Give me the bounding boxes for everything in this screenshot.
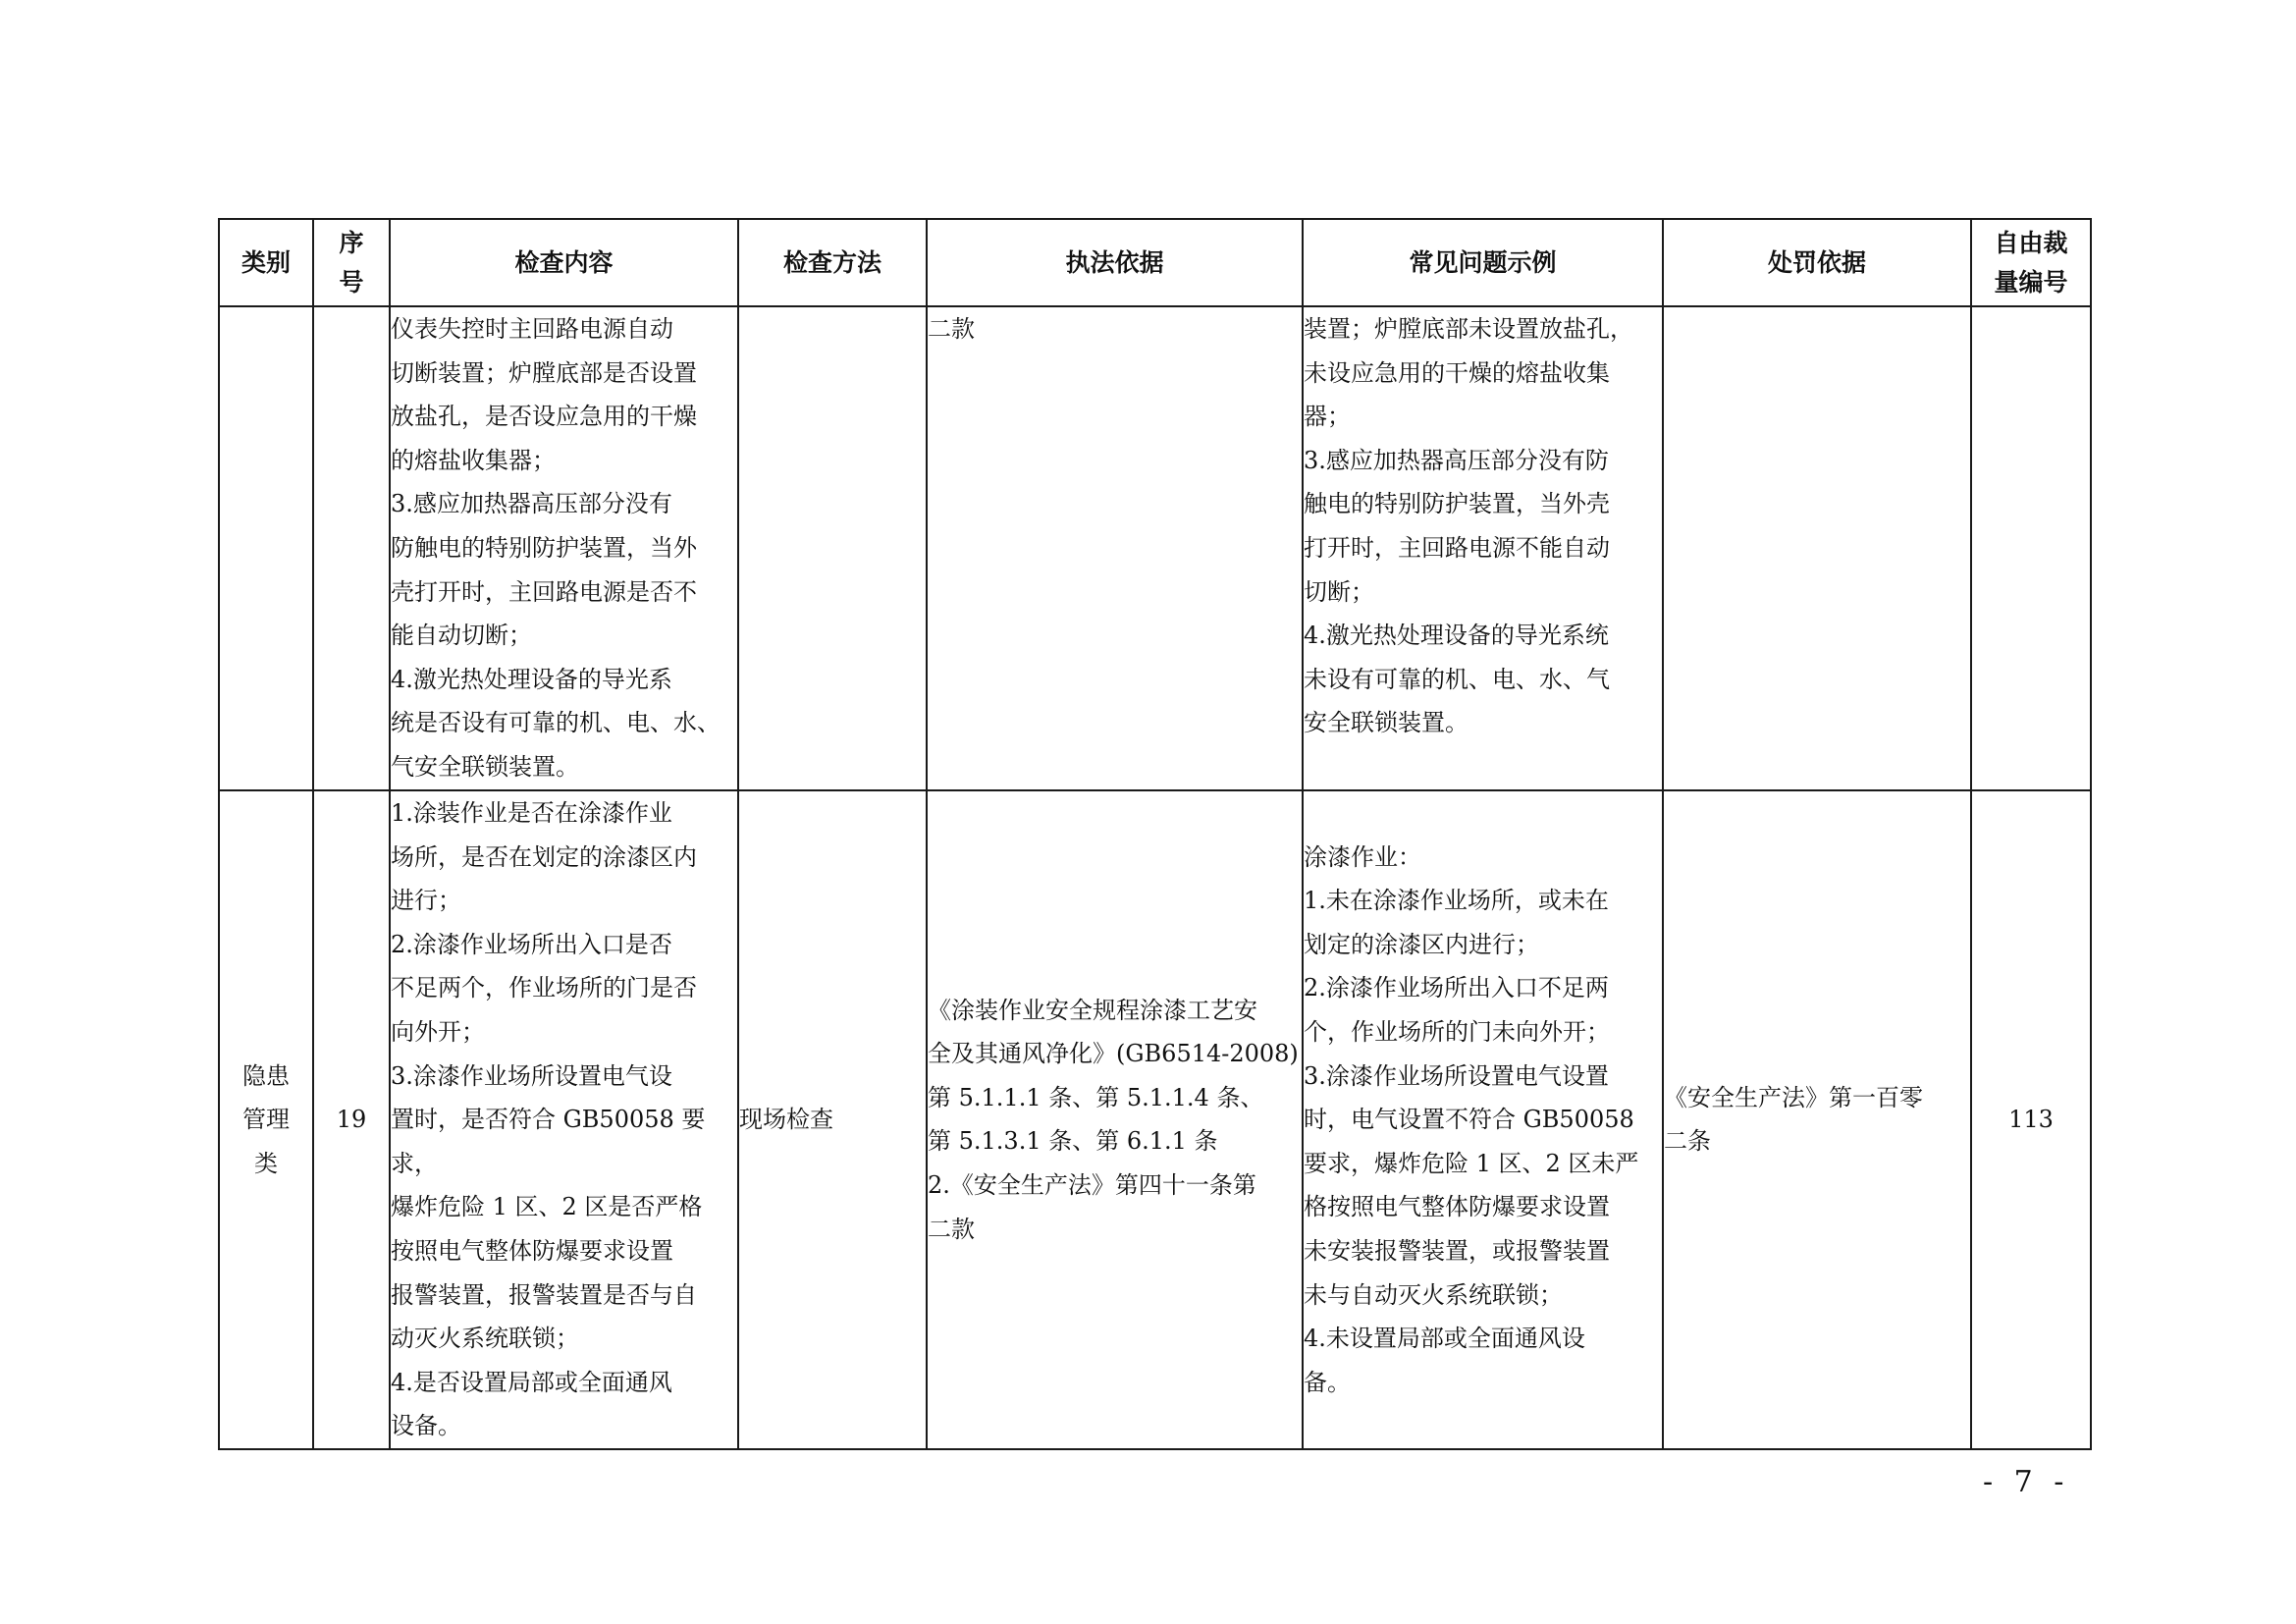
content-line: 防触电的特别防护装置，当外 [391,533,697,562]
example-line: 备。 [1304,1368,1351,1396]
header-penalty: 处罚依据 [1663,219,1971,306]
example-line: 格按照电气整体防爆要求设置 [1304,1193,1610,1221]
example-line: 未设应急用的干燥的熔盐收集 [1304,358,1610,387]
header-code [1971,219,2091,306]
table-row [219,790,2091,1449]
example-line: 2.涂漆作业场所出入口不足两 [1304,974,1609,1002]
header-category: 类别 [219,219,313,306]
example-line: 个，作业场所的门未向外开； [1304,1017,1610,1046]
content-line: 放盐孔，是否设应急用的干燥 [391,403,697,431]
basis-line: 二款 [928,315,975,343]
table-row [219,306,2091,790]
header-code-line: 自由裁 [1994,228,2068,257]
row1-examples [1303,306,1663,790]
content-line: 设备。 [391,1412,461,1440]
row2-basis [927,790,1303,1449]
example-line: 器； [1304,403,1351,431]
header-seq-line: 序 [339,228,364,257]
basis-line: 全及其通风净化》(GB6514-2008) [928,1040,1299,1068]
header-examples: 常见问题示例 [1303,219,1663,306]
example-line: 触电的特别防护装置，当外壳 [1304,490,1610,518]
example-line: 3.感应加热器高压部分没有防 [1304,446,1609,474]
header-basis: 执法依据 [927,219,1303,306]
example-line: 切断； [1304,577,1374,606]
row1-method [738,306,927,790]
content-line: 切断装置；炉膛底部是否设置 [391,358,697,387]
content-line: 动灭火系统联锁； [391,1325,579,1353]
content-line: 不足两个，作业场所的门是否 [391,974,697,1002]
row2-examples [1303,790,1663,1449]
basis-line: 第 5.1.3.1 条、第 6.1.1 条 [928,1127,1218,1156]
example-line: 未安装报警装置，或报警装置 [1304,1236,1610,1265]
header-code-line: 量编号 [1994,267,2068,297]
basis-line: 《涂装作业安全规程涂漆工艺安 [928,996,1257,1024]
row1-category [219,306,313,790]
row2-content [390,790,738,1449]
example-line: 要求，爆炸危险 1 区、2 区未严 [1304,1149,1639,1177]
row1-penalty [1663,306,1971,790]
content-line: 气安全联锁装置。 [391,752,579,781]
basis-line: 第 5.1.1.1 条、第 5.1.1.4 条、 [928,1083,1264,1111]
example-line: 4.激光热处理设备的导光系统 [1304,622,1609,650]
penalty-line: 二条 [1664,1127,1711,1156]
header-seq [313,219,390,306]
page-number: - 7 - [1983,1465,2070,1499]
content-line: 仪表失控时主回路电源自动 [391,315,673,343]
example-line: 未与自动灭火系统联锁； [1304,1280,1563,1309]
content-line: 能自动切断； [391,622,532,650]
example-line: 未设有可靠的机、电、水、气 [1304,665,1610,693]
example-line: 涂漆作业： [1304,842,1421,871]
category-line: 管理 [242,1106,290,1134]
example-line: 1.未在涂漆作业场所，或未在 [1304,887,1609,915]
penalty-line: 《安全生产法》第一百零 [1664,1083,1923,1111]
content-line: 2.涂漆作业场所出入口是否 [391,930,672,958]
content-line: 置时，是否符合 GB50058 要求， [391,1106,706,1177]
row2-category [219,790,313,1449]
basis-line: 二款 [928,1215,975,1243]
header-content: 检查内容 [390,219,738,306]
content-line: 爆炸危险 1 区、2 区是否严格 [391,1193,703,1221]
content-line: 4.是否设置局部或全面通风 [391,1368,672,1396]
example-line: 划定的涂漆区内进行； [1304,930,1539,958]
row1-seq [313,306,390,790]
content-line: 3.涂漆作业场所设置电气设 [391,1061,672,1090]
table-header-row [219,219,2091,306]
content-line: 进行； [391,887,461,915]
header-seq-line: 号 [339,267,364,297]
content-line: 壳打开时，主回路电源是否不 [391,577,697,606]
example-line: 安全联锁装置。 [1304,709,1468,737]
row2-method: 现场检查 [738,790,927,1449]
inspection-table [218,218,2092,1450]
content-line: 3.感应加热器高压部分没有 [391,490,672,518]
content-line: 场所，是否在划定的涂漆区内 [391,842,697,871]
basis-line: 2.《安全生产法》第四十一条第 [928,1171,1256,1200]
example-line: 时，电气设置不符合 GB50058 [1304,1106,1634,1134]
category-line: 类 [254,1149,278,1177]
header-method: 检查方法 [738,219,927,306]
content-line: 1.涂装作业是否在涂漆作业 [391,799,672,827]
category-line: 隐患 [242,1061,290,1090]
example-line: 装置；炉膛底部未设置放盐孔， [1304,315,1633,343]
example-line: 4.未设置局部或全面通风设 [1304,1325,1585,1353]
content-line: 向外开； [391,1017,485,1046]
row2-code: 113 [1971,790,2091,1449]
example-line: 3.涂漆作业场所设置电气设置 [1304,1061,1609,1090]
content-line: 4.激光热处理设备的导光系 [391,665,672,693]
row1-content [390,306,738,790]
content-line: 的熔盐收集器； [391,446,556,474]
row1-code [1971,306,2091,790]
content-line: 统是否设有可靠的机、电、水、 [391,709,721,737]
example-line: 打开时，主回路电源不能自动 [1304,533,1610,562]
row1-basis [927,306,1303,790]
content-line: 按照电气整体防爆要求设置 [391,1236,673,1265]
row2-seq: 19 [313,790,390,1449]
content-line: 报警装置，报警装置是否与自 [391,1280,697,1309]
row2-penalty [1663,790,1971,1449]
